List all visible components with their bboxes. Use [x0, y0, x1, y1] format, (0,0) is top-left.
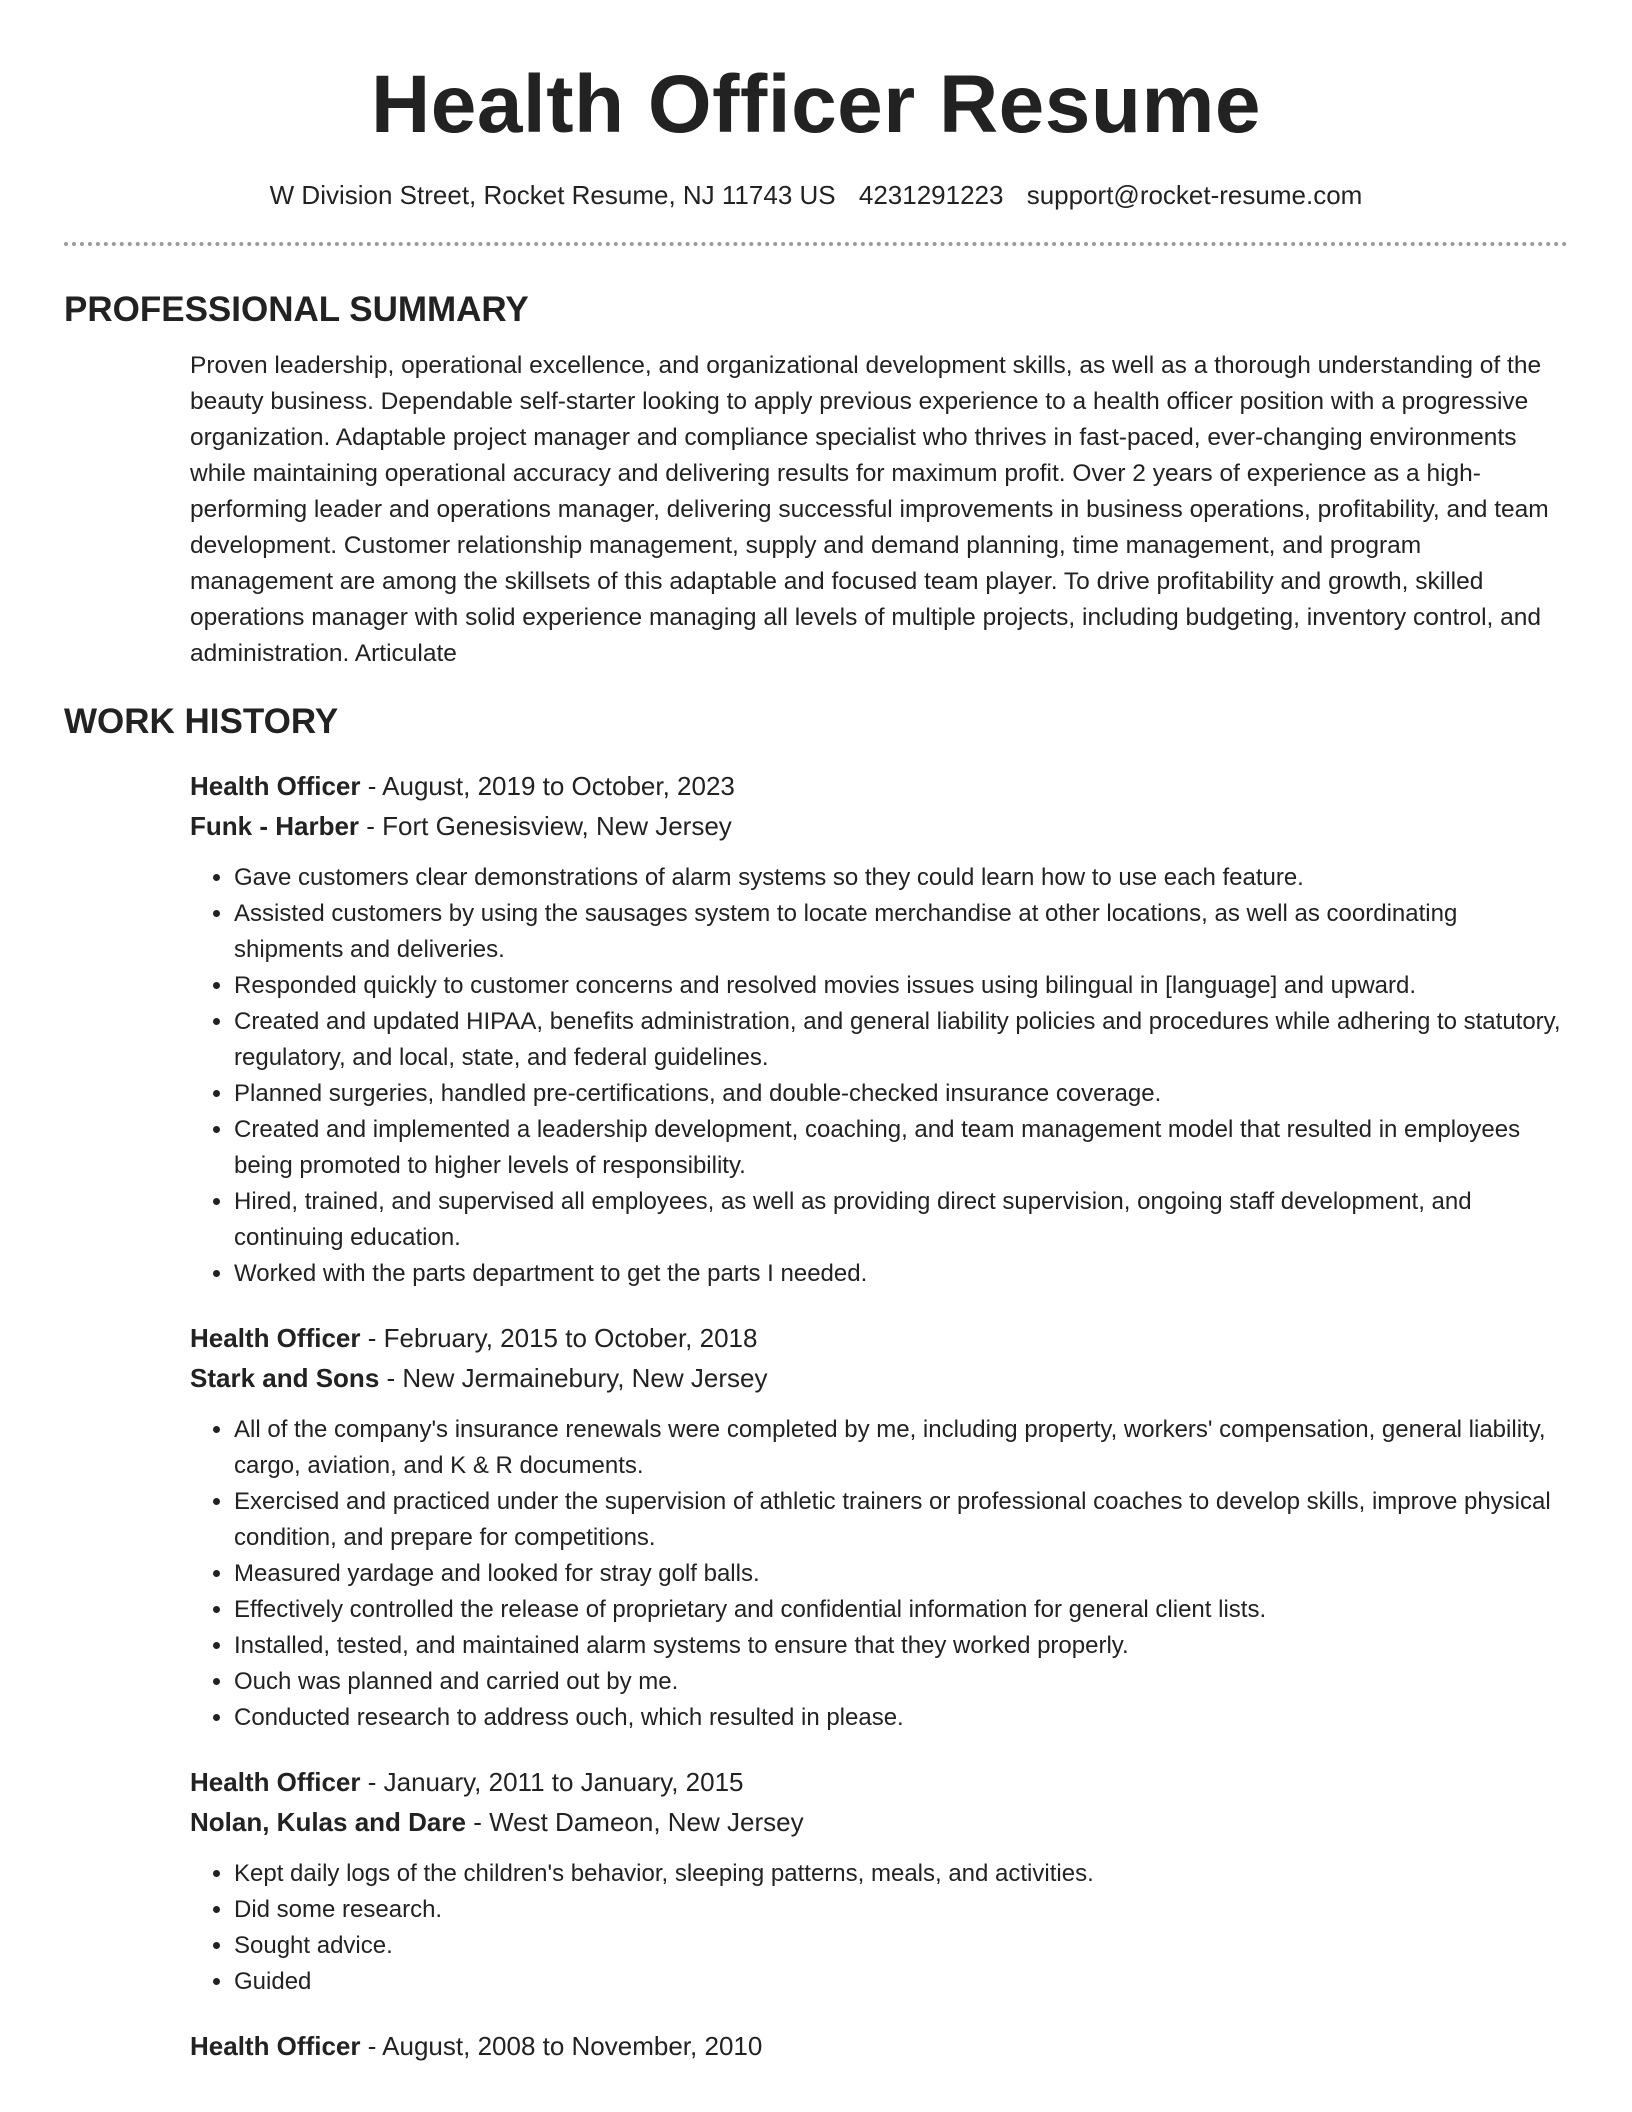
job-company-line — [190, 1802, 1568, 1842]
job-bullets — [190, 1412, 1568, 1736]
contact-email: support@rocket-resume.com — [1026, 180, 1363, 210]
job-title: Health Officer — [190, 1323, 361, 1353]
contact-phone: 4231291223 — [858, 180, 1004, 210]
contact-address: W Division Street, Rocket Resume, NJ 11743 US — [269, 180, 836, 210]
job-title-line — [190, 1762, 1568, 1802]
job-bullets — [190, 860, 1568, 1292]
job-bullet: • Measured yardage and looked for stray golf balls. — [234, 1556, 1568, 1592]
job-entry — [190, 766, 1568, 1292]
job-title: Health Officer — [190, 2031, 361, 2061]
job-bullet: • Created and updated HIPAA, benefits administration, and general liability policies and procedures while adhering to statutory, regulatory, and local, state, and federal guidelines. — [234, 1004, 1568, 1076]
job-title-line — [190, 766, 1568, 806]
job-bullets — [190, 1856, 1568, 2000]
work-history-heading: WORK HISTORY — [64, 702, 339, 741]
job-bullet: • Sought advice. — [234, 1928, 1568, 1964]
job-entry — [190, 1318, 1568, 1736]
job-bullet: • Guided — [234, 1964, 1568, 2000]
contact-info — [64, 178, 1568, 212]
job-title-line — [190, 2026, 1568, 2066]
job-bullet: • Assisted customers by using the sausages system to locate merchandise at other locations, as well as coordinating shipments and deliveries. — [234, 896, 1568, 968]
job-company: Stark and Sons — [190, 1363, 380, 1393]
job-bullet: • Kept daily logs of the children's behavior, sleeping patterns, meals, and activities. — [234, 1856, 1568, 1892]
job-bullet: • Gave customers clear demonstrations of alarm systems so they could learn how to use each feature. — [234, 860, 1568, 896]
job-dates: - February, 2015 to October, 2018 — [360, 1323, 758, 1353]
summary-heading: PROFESSIONAL SUMMARY — [64, 290, 529, 329]
job-dates: - August, 2019 to October, 2023 — [360, 771, 735, 801]
job-bullet: • Exercised and practiced under the supervision of athletic trainers or professional coaches to develop skills, improve physical condition, and prepare for competitions. — [234, 1484, 1568, 1556]
header-divider — [64, 242, 1568, 246]
job-title-line — [190, 1318, 1568, 1358]
job-company: Nolan, Kulas and Dare — [190, 1807, 466, 1837]
job-bullet: • Responded quickly to customer concerns and resolved movies issues using bilingual in [language] and upward. — [234, 968, 1568, 1004]
job-company-line — [190, 806, 1568, 846]
page-title: Health Officer Resume — [371, 59, 1261, 150]
job-entry — [190, 2026, 1568, 2066]
job-dates: - January, 2011 to January, 2015 — [360, 1767, 744, 1797]
job-bullet: • Conducted research to address ouch, which resulted in please. — [234, 1700, 1568, 1736]
job-bullet: • Planned surgeries, handled pre-certifications, and double-checked insurance coverage. — [234, 1076, 1568, 1112]
job-bullet: • Effectively controlled the release of proprietary and confidential information for general client lists. — [234, 1592, 1568, 1628]
job-bullet: • All of the company's insurance renewals were completed by me, including property, workers' compensation, general liability, cargo, aviation, and K & R documents. — [234, 1412, 1568, 1484]
job-entry — [190, 1762, 1568, 2000]
job-bullet: • Hired, trained, and supervised all employees, as well as providing direct supervision, ongoing staff development, and continuing education. — [234, 1184, 1568, 1256]
job-location: - West Dameon, New Jersey — [465, 1807, 804, 1837]
summary-text: Proven leadership, operational excellence, and organizational development skills, as well as a thorough understanding of the beauty business. Dependable self-starter looking to apply previous experience to a health officer position with a progressive organization. Adaptable project manager and compliance specialist who thrives in fast-paced, ever-changing environments while maintaining operational accuracy and delivering results for maximum profit. Over 2 years of experience as a high-performing leader and operations manager, delivering successful improvements in business operations, profitability, and team development. Customer relationship management, supply and demand planning, time management, and program management are among the skillsets of this adaptable and focused team player. To drive profitability and growth, skilled operations manager with solid experience managing all levels of multiple projects, including budgeting, inventory control, and administration. Articulate — [190, 352, 1549, 667]
job-bullet: • Installed, tested, and maintained alarm systems to ensure that they worked properly. — [234, 1628, 1568, 1664]
job-location: - New Jermainebury, New Jersey — [379, 1363, 768, 1393]
job-company-line — [190, 1358, 1568, 1398]
job-title: Health Officer — [190, 771, 361, 801]
job-title: Health Officer — [190, 1767, 361, 1797]
job-bullet: • Created and implemented a leadership development, coaching, and team management model that resulted in employees being promoted to higher levels of responsibility. — [234, 1112, 1568, 1184]
job-bullet: • Worked with the parts department to get the parts I needed. — [234, 1256, 1568, 1292]
job-bullet: • Did some research. — [234, 1892, 1568, 1928]
job-dates: - August, 2008 to November, 2010 — [360, 2031, 763, 2061]
job-bullet: • Ouch was planned and carried out by me. — [234, 1664, 1568, 1700]
job-location: - Fort Genesisview, New Jersey — [359, 811, 732, 841]
job-company: Funk - Harber — [190, 811, 360, 841]
